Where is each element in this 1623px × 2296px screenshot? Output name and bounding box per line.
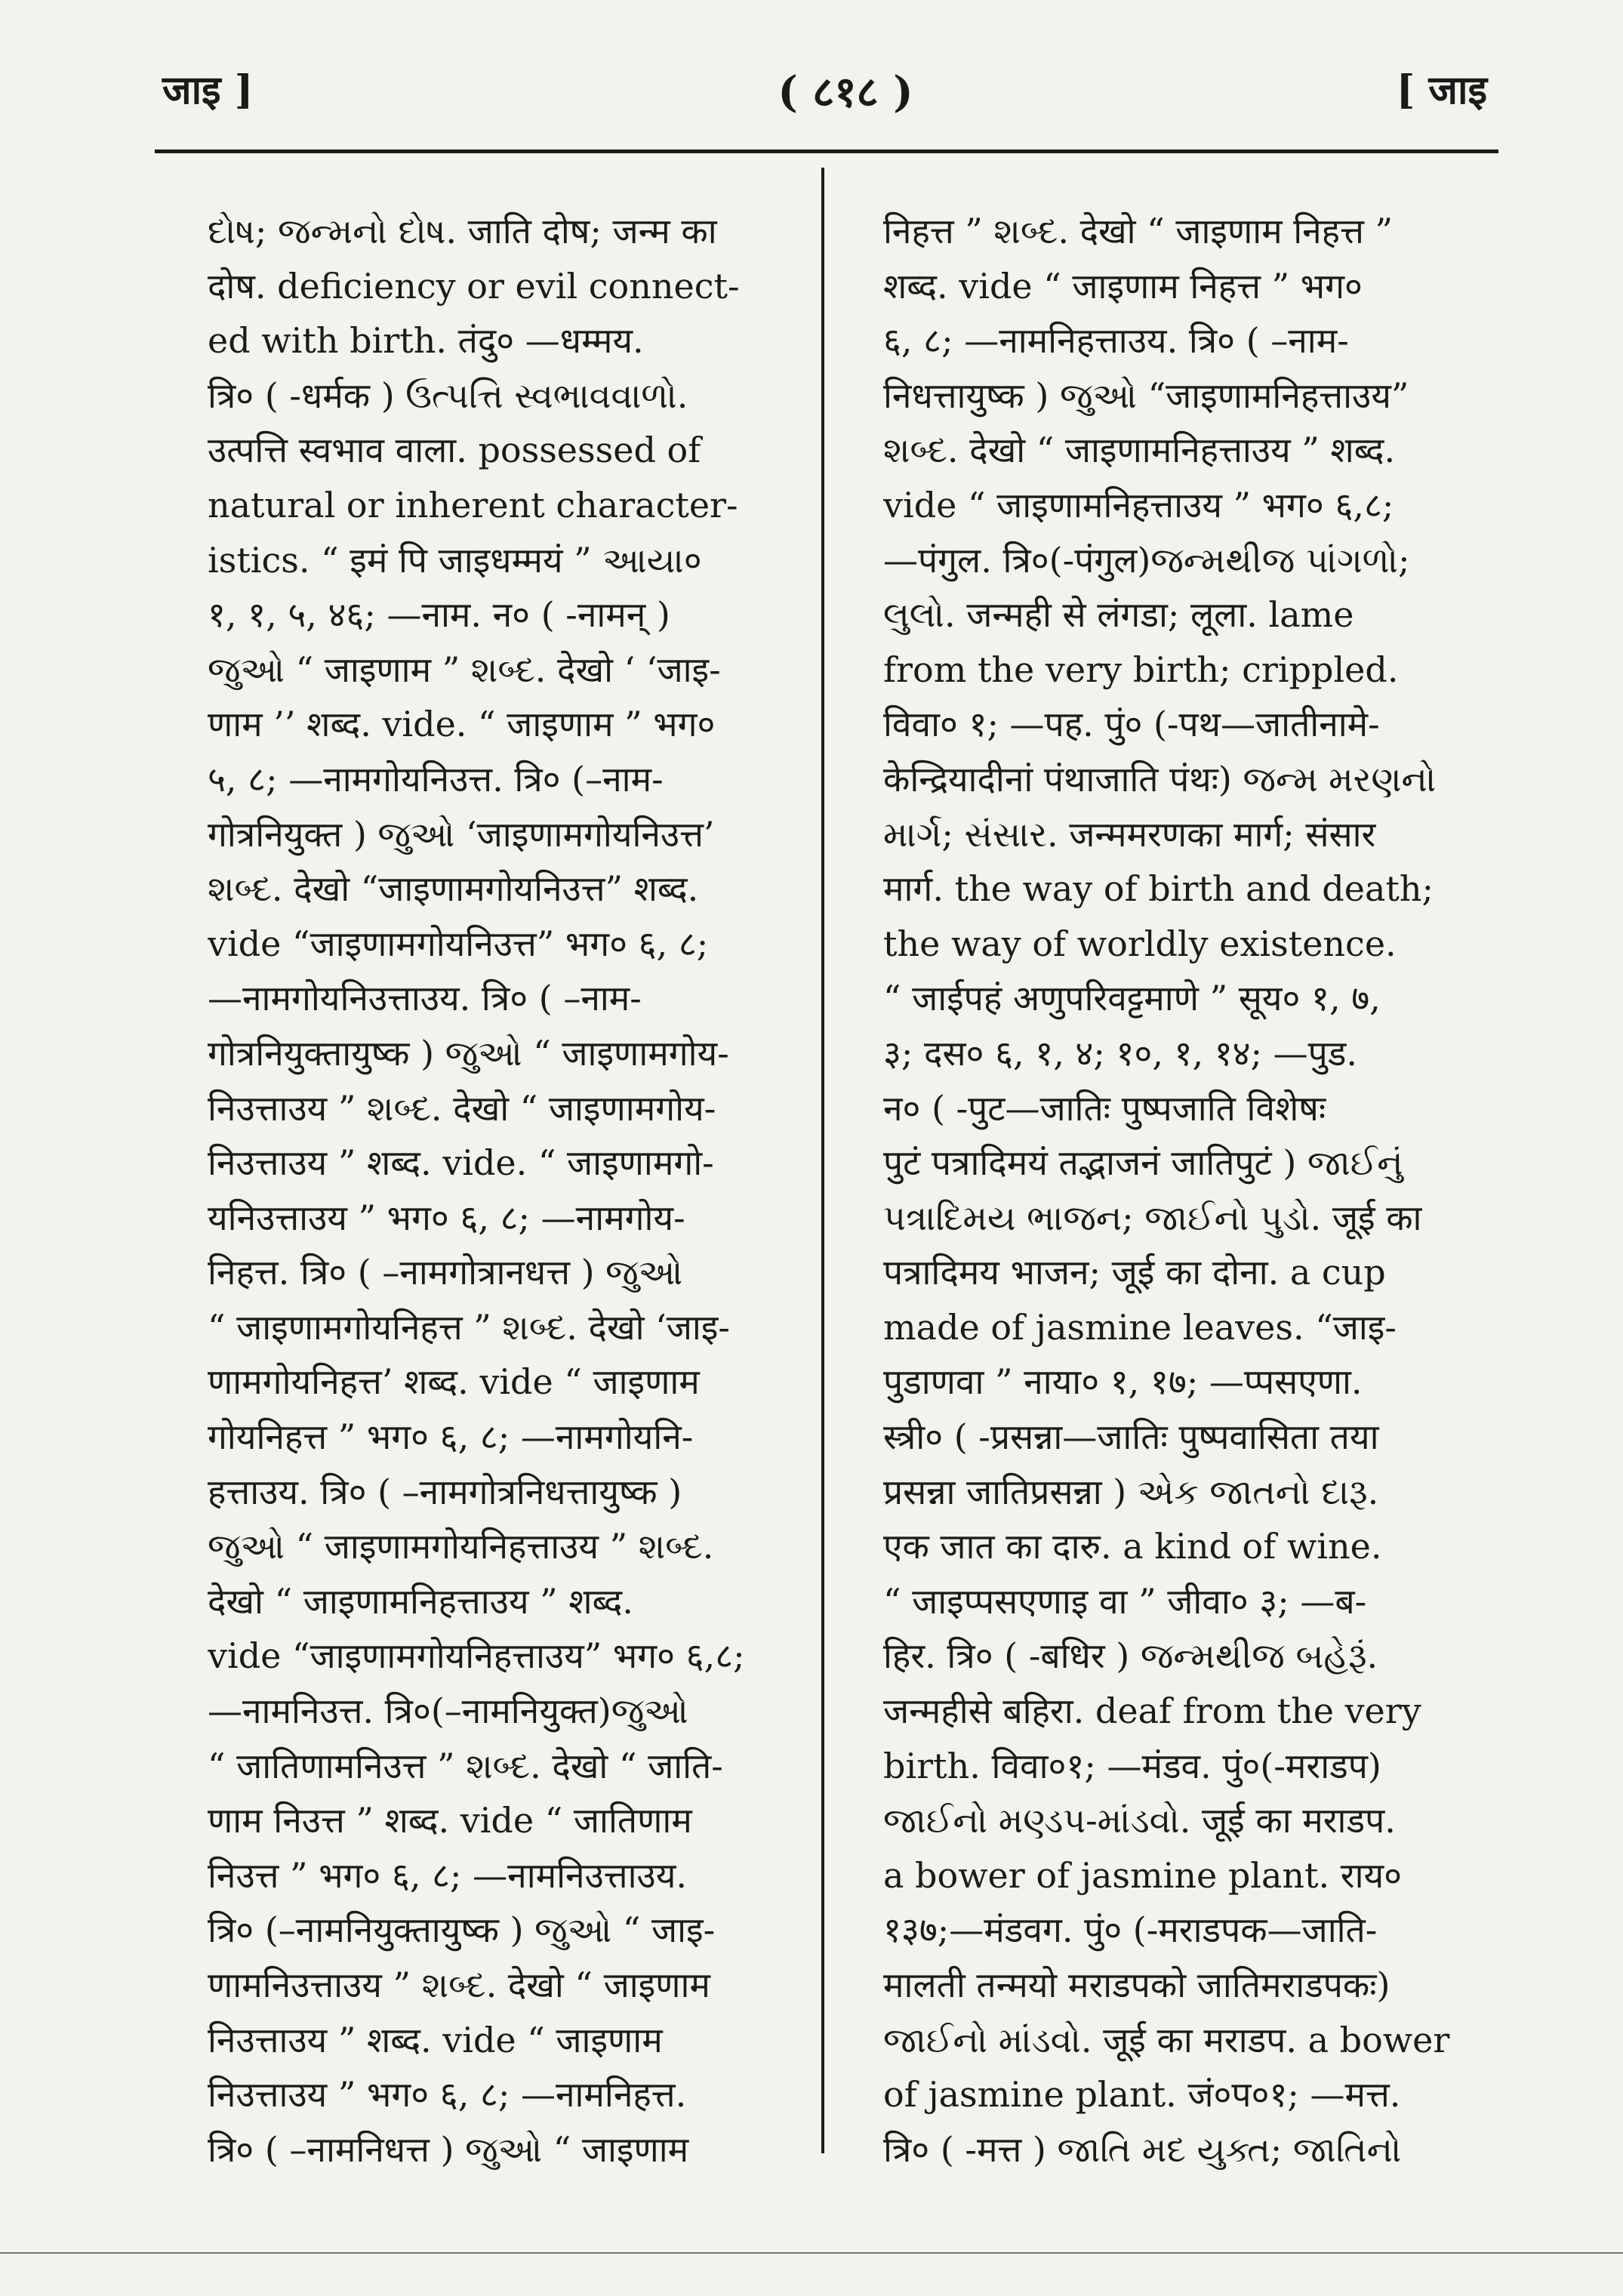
- text-line: उत्पत्ति स्वभाव वाला. possessed of: [208, 430, 701, 471]
- text-line: निउत्ताउय ” भग० ६, ८; —नामनिहत्त.: [208, 2074, 687, 2116]
- text-line: त्रि० ( -धर्मक ) ઉત્પત્તિ સ્વભાવવાળો.: [208, 374, 688, 416]
- text-line: निउत्ताउय ” શબ્દ. देखो “ जाइणामगोय-: [208, 1087, 716, 1129]
- text-line: birth. विवा०१; —मंडव. पुं०(-मराडप): [883, 1745, 1381, 1786]
- text-line: a bower of jasmine plant. राय०: [883, 1854, 1403, 1896]
- text-line: ed with birth. तंदु० —धम्मय.: [208, 320, 644, 362]
- text-line: જાઈનો મણ્ડપ-માંડવો. जूई का मराडप.: [883, 1800, 1396, 1841]
- text-line: —पंगुल. त्रि०(-पंगुल)જન્મથીજ પાંગળો;: [883, 539, 1410, 581]
- text-line: पुटं पत्रादिमयं तद्भाजनं जातिपुटं ) જાઈનું: [883, 1142, 1403, 1184]
- text-line: જાઈનો માંડવો. जूई का मराडप. a bower: [883, 2019, 1450, 2060]
- text-line: केन्द्रियादीनां पंथाजाति पंथः) જન્મ મરણનો: [883, 758, 1437, 800]
- text-line: त्रि० (–नामनियुक्तायुष्क ) જુઓ “ जाइ-: [208, 1909, 716, 1951]
- text-line: शब्द. vide “ जाइणाम निहत्त ” भग०: [883, 265, 1363, 307]
- footer-rule: [0, 2252, 1623, 2254]
- text-line: istics. “ इमं पि जाइधम्मयं ” આયા०: [208, 539, 702, 581]
- text-line: —नामनिउत्त. त्रि०(–नामनियुक्त)જુઓ: [208, 1690, 688, 1732]
- text-line: णामगोयनिहत्त’ शब्द. vide “ जाइणाम: [208, 1361, 700, 1403]
- text-line: માર્ગ; સંસાર. जन्ममरणका मार्ग; संसार: [883, 813, 1376, 855]
- text-line: निहत्त ” શબ્દ. देखो “ जाइणाम निहत्त ”: [883, 211, 1394, 251]
- text-line: गोत्रनियुक्तायुष्क ) જુઓ “ जाइणामगोय-: [208, 1032, 729, 1074]
- text-line: ५, ८; —नामगोयनिउत्त. त्रि० (–नाम-: [208, 758, 664, 800]
- text-line: मार्ग. the way of birth and death;: [883, 868, 1434, 910]
- text-line: दोष. deficiency or evil connect-: [208, 265, 740, 307]
- text-line: निहत्त. त्रि० ( –नामगोत्रानधत्त ) જુઓ: [208, 1252, 683, 1293]
- text-line: “ जातिणामनिउत्त ” શબ્દ. देखो “ जाति-: [208, 1745, 723, 1786]
- text-line: “ जाईपहं अणुपरिवट्टमाणे ” सूय० १, ७,: [883, 978, 1381, 1019]
- text-line: १३७;—मंडवग. पुं० (-मराडपक—जाति-: [883, 1909, 1378, 1951]
- page-header: [0, 53, 1623, 136]
- left-column: [208, 204, 796, 2177]
- text-line: શબ્દ. देखो “जाइणामगोयनिउत्त” शब्द.: [208, 868, 699, 910]
- text-line: प्रसन्ना जातिप्रसन्ना ) એક જાતનો દારૂ.: [883, 1471, 1379, 1512]
- text-line: made of jasmine leaves. “जाइ-: [883, 1306, 1397, 1348]
- text-line: from the very birth; crippled.: [883, 649, 1399, 690]
- right-column: [883, 204, 1480, 2177]
- text-line: natural or inherent character-: [208, 484, 738, 525]
- column-divider: [821, 168, 824, 2153]
- text-line: णामनिउत्ताउय ” શબ્દ. देखो “ जाइणाम: [208, 1965, 710, 2005]
- text-line: गोत्रनियुक्त ) જુઓ ‘जाइणामगोयनिउत्त’: [208, 813, 715, 855]
- text-line: विवा० १; —पह. पुं० (-पथ—जातीनामे-: [883, 704, 1380, 745]
- text-line: પત્રાદિમય ભાજન; જાઈનો પુડો. जूई का: [883, 1197, 1422, 1238]
- text-line: न० ( -पुट—जातिः पुष्पजाति विशेषः: [883, 1087, 1326, 1129]
- text-line: गोयनिहत्त ” भग० ६, ८; —नामगोयनि-: [208, 1416, 694, 1458]
- text-line: ६, ८; —नामनिहत्ताउय. त्रि० ( –नाम-: [883, 320, 1349, 362]
- text-line: हिर. त्रि० ( -बधिर ) જન્મથીજ બહેરૂં.: [883, 1635, 1378, 1677]
- text-line: स्त्री० ( -प्रसन्ना—जातिः पुष्पवासिता तया: [883, 1416, 1379, 1458]
- text-line: —नामगोयनिउत्ताउय. त्रि० ( –नाम-: [208, 978, 642, 1019]
- text-line: त्रि० ( -मत्त ) જાતિ મદ યુક્ત; જાતિનો: [883, 2128, 1402, 2170]
- text-line: vide “ जाइणामनिहत्ताउय ” भग० ६,८;: [883, 484, 1394, 525]
- text-line: त्रि० ( –नामनिधत्त ) જુઓ “ जाइणाम: [208, 2128, 689, 2170]
- text-line: vide “जाइणामगोयनिहत्ताउय” भग० ६,८;: [208, 1635, 745, 1677]
- text-line: १, १, ५, ४६; —नाम. न० ( -नामन् ): [208, 594, 670, 636]
- text-line: निधत्तायुष्क ) જુઓ “जाइणामनिहत्ताउय”: [883, 374, 1409, 416]
- text-line: the way of worldly existence.: [883, 923, 1397, 964]
- text-line: निउत्ताउय ” शब्द. vide. “ जाइणामगो-: [208, 1142, 714, 1184]
- text-line: “ जाइणामगोयनिहत्त ” શબ્દ. देखो ‘जाइ-: [208, 1306, 730, 1348]
- text-line: णाम निउत्त ” शब्द. vide “ जातिणाम: [208, 1800, 692, 1841]
- page-number: ( ८१८ ): [778, 67, 913, 117]
- text-line: જુઓ “ जाइणामगोयनिहत्ताउय ” શબ્દ.: [208, 1526, 714, 1567]
- text-line: मालती तन्मयो मराडपको जातिमराडपकः): [883, 1965, 1390, 2005]
- text-line: यनिउत्ताउय ” भग० ६, ८; —नामगोय-: [208, 1197, 685, 1238]
- text-line: एक जात का दारु. a kind of wine.: [883, 1526, 1382, 1567]
- text-line: पुडाणवा ” नाया० १, १७; —प्पसएणा.: [883, 1361, 1363, 1403]
- header-rule: [155, 149, 1498, 153]
- text-line: vide “जाइणामगोयनिउत्त” भग० ६, ८;: [208, 923, 709, 964]
- header-right-catchword: [ जाइ: [1396, 67, 1487, 113]
- text-line: देखो “ जाइणामनिहत्ताउय ” शब्द.: [208, 1580, 633, 1622]
- header-left-catchword: जाइ ]: [162, 67, 254, 113]
- text-line: of jasmine plant. जं०प०१; —मत्त.: [883, 2074, 1401, 2116]
- text-line: निउत्त ” भग० ६, ८; —नामनिउत्ताउय.: [208, 1854, 687, 1896]
- text-line: “ जाइप्पसएणाइ वा ” जीवा० ३; —ब-: [883, 1580, 1367, 1622]
- text-line: णाम ’’ शब्द. vide. “ जाइणाम ” भग०: [208, 704, 716, 745]
- text-line: हत्ताउय. त्रि० ( –नामगोत्रनिधत्तायुष्क ): [208, 1471, 682, 1512]
- text-line: जन्महीसे बहिरा. deaf from the very: [883, 1690, 1421, 1732]
- text-line: ३; दस० ६, १, ४; १०, १, १४; —पुड.: [883, 1032, 1358, 1074]
- text-line: દોષ; જન્મનો દોષ. जाति दोष; जन्म का: [208, 211, 717, 251]
- text-line: શબ્દ. देखो “ जाइणामनिहत्ताउय ” शब्द.: [883, 430, 1396, 471]
- text-line: निउत्ताउय ” शब्द. vide “ जाइणाम: [208, 2019, 663, 2060]
- text-line: पत्रादिमय भाजन; जूई का दोना. a cup: [883, 1252, 1386, 1293]
- text-line: લુલો. जन्मही से लंगडा; लूला. lame: [883, 594, 1354, 636]
- text-line: જુઓ “ जाइणाम ” શબ્દ. देखो ‘ ‘जाइ-: [208, 649, 721, 690]
